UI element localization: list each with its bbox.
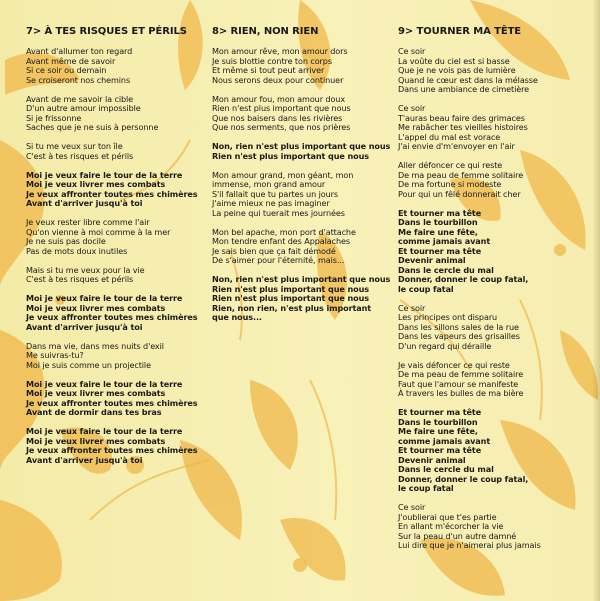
lyric-line: Me faire une fête, [398,426,478,436]
stanza [212,171,392,219]
lyric-line: Je veux affronter toutes mes chimères [26,445,198,455]
lyric-line: Me suivras-tu? [26,350,84,360]
song-title: 7> À TES RISQUES ET PÉRILS [26,26,187,37]
lyric-line: Dans ma vie, dans mes nuits d'exil [26,340,164,351]
stanza [398,104,578,152]
lyric-line: Dans le tourbillon [398,416,478,427]
lyric-line: Je suis blottie contre ton corps [212,55,332,66]
stanza [26,142,206,161]
lyric-line: Je veux rester libre comme l'air [26,217,150,227]
song-title: 9> TOURNER MA TÊTE [398,26,522,37]
lyric-line: S'il fallait que tu partes un jours [212,188,338,199]
lyric-line: Saches que je ne suis à personne [26,122,159,132]
lyric-line: Avant de dormir dans tes bras [26,407,162,417]
lyrics-column-track-9 [398,26,578,560]
lyric-line: Mon amour rêve, mon amour dors [212,46,348,56]
stanza [398,304,578,352]
lyric-line: Moi je veux faire le tour de la terre [26,169,183,180]
lyric-line: Si ce soir ou demain [26,65,107,75]
lyric-line: Que nos baisers dans les rivières [212,112,343,123]
lyric-line: Me rabâcher tes vieilles histoires [398,122,528,132]
lyric-line: C'est à tes risques et périls [26,150,134,161]
lyric-line: Je vais défoncer ce qui reste [398,359,510,370]
lyrics-column-track-7 [26,26,206,475]
stanza [26,266,206,285]
lyric-line: De ma peau de femme solitaire [398,369,524,379]
lyric-line: La voûte du ciel est si basse [398,55,510,66]
stanza [212,95,392,133]
lyric-line: Donner, donner le coup fatal, [398,274,529,284]
lyric-line: Avant d'arriver jusqu'à toi [26,198,143,208]
lyric-line: Dans une ambiance de cimetière [398,84,530,94]
lyric-line: Et tourner ma tête [398,207,482,218]
lyric-line: C'est à tes risques et périls [26,274,134,284]
lyric-line: T'auras beau faire des grimaces [398,112,525,123]
lyric-line: Rien n'est plus important que nous [212,293,369,303]
lyric-line: Je sais bien que ça fait démodé [212,245,336,256]
lyric-line: Ce soir [398,302,426,313]
lyric-line: Avant d'arriver jusqu'à toi [26,321,143,332]
lyric-line: Avant d'allumer ton regard [26,46,133,56]
lyric-line: Lui dire que je n'aimerai plus jamais [398,540,541,550]
lyric-line: De ma peau de femme solitaire [398,169,524,180]
lyric-line: Me faire une fête, [398,226,478,237]
lyric-line: Que je ne vois pas de lumière [398,65,516,75]
lyric-line: Ce soir [398,103,426,113]
lyric-line: J'oublierai que t'es partie [398,511,497,522]
lyric-line: Moi je veux faire le tour de la terre [26,378,183,389]
lyric-line: Je veux affronter toutes mes chimères [26,397,198,408]
lyric-line: D'un regard qui déraille [398,340,492,351]
lyric-line: Je ne suis pas docile [26,236,106,246]
stanza [398,47,578,95]
lyric-line: Sur la peau d'un autre damné [398,530,517,541]
lyric-line: Moi je veux livrer mes combats [26,388,166,398]
lyric-line: Moi je veux livrer mes combats [26,435,166,446]
stanza [26,342,206,371]
lyric-line: Moi je veux livrer mes combats [26,302,166,313]
lyric-line: Moi je suis comme un projectile [26,359,151,370]
lyric-line: Rien n'est plus important que nous [212,150,369,161]
lyric-line: Avant d'arriver jusqu'à toi [26,454,143,465]
lyric-line: immense, mon grand amour [212,179,326,189]
lyric-line: Devenir animal [398,255,466,265]
lyric-line: D'un autre amour impossible [26,103,141,113]
lyric-line: Dans les vapeurs des grisailles [398,331,520,341]
lyric-line: Se croiseront nos chemins [26,74,131,85]
stanza [26,218,206,256]
lyric-line: En allant m'écorcher la vie [398,521,504,531]
lyric-line: Qu'on vienne à moi comme à la mer [26,226,171,237]
lyric-line: J'aime mieux ne pas imaginer [212,198,330,208]
lyric-line: Avant de me savoir la cible [26,93,134,104]
lyric-line: Devenir animal [398,454,466,465]
lyric-line: Moi je veux livrer mes combats [26,179,166,189]
lyric-line: Mon amour fou, mon amour doux [212,93,346,104]
stanza [212,47,392,85]
lyric-line: Et tourner ma tête [398,245,482,256]
chorus-stanza [26,427,206,465]
chorus-stanza [212,275,392,323]
lyric-line: Mon amour grand, mon géant, mon [212,169,354,180]
lyric-line: Donner, donner le coup fatal, [398,473,529,484]
lyric-line: comme jamais avant [398,236,491,246]
lyric-line: Les principes ont disparu [398,312,498,322]
lyrics-column-track-8 [212,26,392,332]
lyric-line: Rien n'est plus important que nous [212,283,369,294]
stanza [398,161,578,199]
lyric-line: Et tourner ma tête [398,445,482,455]
lyric-line: Pour qui un fêlé donnerait cher [398,188,521,199]
lyric-line: le coup fatal [398,283,454,294]
lyric-line: le coup fatal [398,483,454,493]
chorus-stanza [26,380,206,418]
lyric-line: Moi je veux faire le tour de la terre [26,426,183,436]
song-title: 8> RIEN, NON RIEN [212,26,319,37]
lyric-line: Rien, non rien, n'est plus important [212,302,372,313]
lyric-line: Mais si tu me veux pour la vie [26,264,145,275]
lyric-line: Je veux affronter toutes mes chimères [26,312,198,322]
lyric-line: Mon bel apache, mon port d'attache [212,226,356,237]
lyric-line: Avant même de savoir [26,55,116,66]
stanza [26,47,206,85]
lyric-line: Ce soir [398,502,426,512]
lyric-line: Dans le cercle du mal [398,464,494,474]
stanza [212,228,392,266]
lyric-line: Aller défoncer ce qui reste [398,160,503,170]
lyric-line: Moi je veux faire le tour de la terre [26,293,183,303]
lyric-line: comme jamais avant [398,435,491,446]
lyric-line: Non, rien n'est plus important que nous [212,141,391,151]
stanza [398,361,578,399]
chorus-stanza [398,209,578,295]
booklet-spine-shadow [592,0,600,601]
lyric-line: La peine qui tuerait mes journées [212,207,345,218]
lyric-line: que nous... [212,312,262,322]
lyric-line: Je veux affronter toutes mes chimères [26,188,198,199]
lyric-line: Dans le cercle du mal [398,264,494,275]
stanza [26,95,206,133]
lyric-line: Pas de mots doux inutiles [26,245,128,256]
lyric-line: Dans les sillons sales de la rue [398,321,519,332]
lyric-line: Si je frissonne [26,112,82,123]
stanza [398,503,578,551]
lyric-line: J'ai envie d'm'envoyer en l'air [398,141,515,151]
chorus-stanza [212,142,392,161]
lyric-line: Mon tendre enfant des Appalaches [212,236,351,246]
lyric-line: Rien n'est plus important que nous [212,103,351,113]
chorus-stanza [26,294,206,332]
lyric-line: Que nos serments, que nos prières [212,122,351,132]
lyric-line: À travers les bulles de ma bière [398,388,524,398]
lyric-line: Quand le cœur est dans la mélasse [398,74,538,85]
lyric-line: L'appel du mal est vorace [398,131,501,142]
lyric-line: Ce soir [398,46,426,56]
lyric-line: Faut que l'amour se manifeste [398,378,519,389]
lyric-line: Nous serons deux pour continuer [212,74,344,85]
lyric-line: Non, rien n'est plus important que nous [212,274,391,284]
lyric-line: De s'aimer pour l'éternité, mais... [212,255,345,265]
lyric-line: Dans le tourbillon [398,217,478,227]
chorus-stanza [26,171,206,209]
lyric-line: Si tu me veux sur ton île [26,141,123,151]
lyric-line: Et même si tout peut arriver [212,65,325,75]
lyric-line: De ma fortune si modeste [398,179,502,189]
chorus-stanza [398,408,578,494]
lyric-line: Et tourner ma tête [398,407,482,417]
